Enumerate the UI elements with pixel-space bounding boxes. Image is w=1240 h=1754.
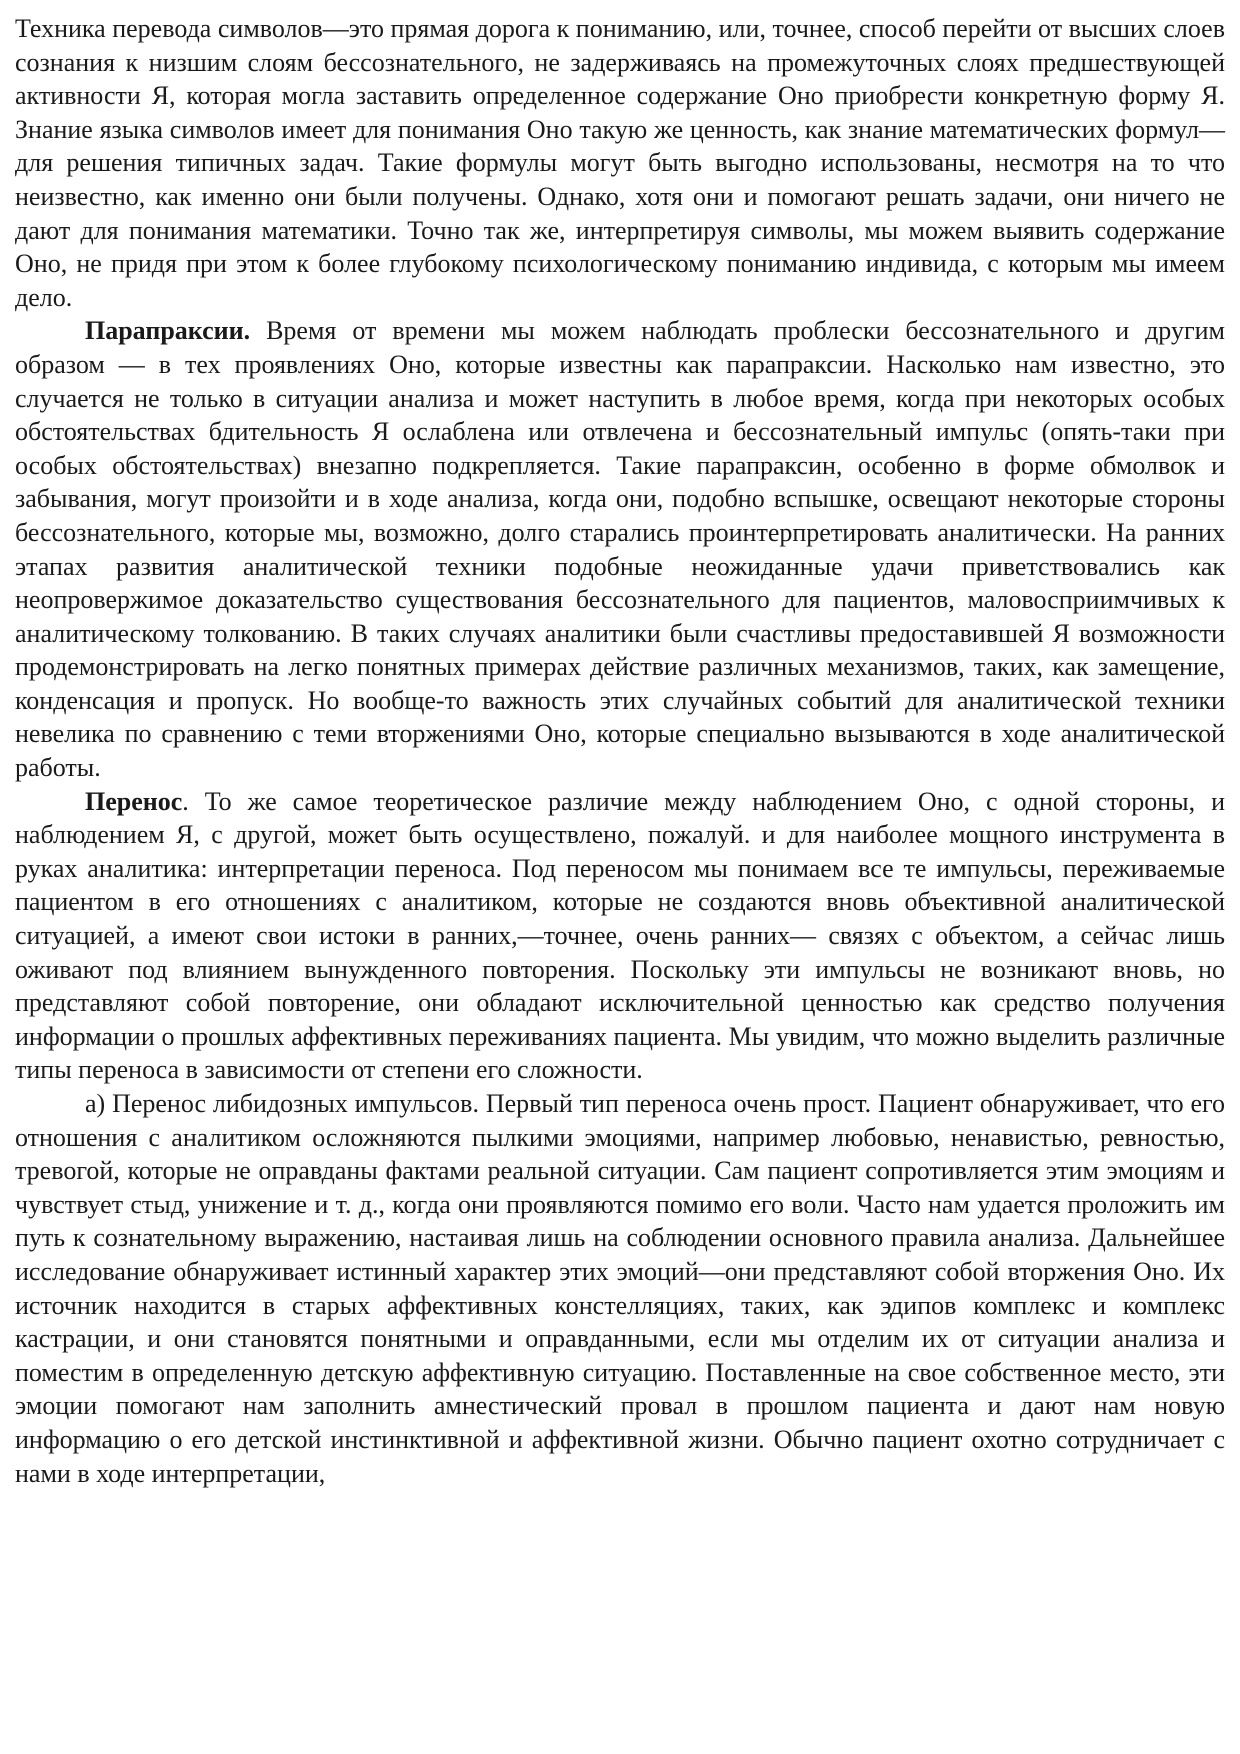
document-page: [15, 12, 1225, 1490]
section-heading-parapraxes: Парапраксии.: [85, 316, 251, 346]
paragraph-text: а) Перенос либидозных импульсов. Первый тип переноса очень прост. Пациент обнаруживает, что его отношения с аналитиком осложняются пылкими эмоциями, например любовью, ненавистью, ревностью, тревогой, которые не оправданы фактами реальной ситуации. Сам пациент сопротивляется этим эмоциям и чувствует стыд, унижение и т. д., когда они проявляются помимо его воли. Часто нам удается проложить им путь к сознательному выражению, настаивая лишь на соблюдении основного правила анализа. Дальнейшее исследование обнаруживает истинный характер этих эмоций—они представляют собой вторжения Оно. Их источник находится в старых аффективных констелляциях, таких, как эдипов комплекс и комплекс кастрации, и они становятся понятными и оправданными, если мы отделим их от ситуации анализа и поместим в определенную детскую аффективную ситуацию. Поставленные на свое собственное место, эти эмоции помогают нам заполнить амнестический провал в прошлом пациента и дают нам новую информацию о его детской инстинктивной и аффективной жизни. Обычно пациент охотно сотрудничает с нами в ходе интерпретации,: [15, 1089, 1225, 1488]
paragraph-text: Время от времени мы можем наблюдать проблески бессознательного и другим образом — в тех проявлениях Оно, которые известны как парапраксии. Насколько нам известно, это случается не только в ситуации анализа и может наступить в любое время, когда при некоторых особых обстоятельствах бдительность Я ослаблена или отвлечена и бессознательный импульс (опять-таки при особых обстоятельствах) внезапно подкрепляется. Такие парапраксин, особенно в форме обмолвок и забывания, могут произойти и в ходе анализа, когда они, подобно вспышке, освещают некоторые стороны бессознательного, которые мы, возможно, долго старались проинтерпретировать аналитически. На ранних этапах развития аналитической техники подобные неожиданные удачи приветствовались как неопровержимое доказательство существования бессознательного для пациентов, маловосприимчивых к аналитическому толкованию. В таких случаях аналитики были счастливы предоставившей Я возможности продемонстрировать на легко понятных примерах действие различных механизмов, таких, как замещение, конденсация и пропуск. Но вообще-то важность этих случайных событий для аналитической техники невелика по сравнению с теми вторжениями Оно, которые специально вызываются в ходе аналитической работы.: [15, 316, 1225, 783]
paragraph-transference: [15, 785, 1225, 1087]
paragraph-libidinal-transference: [15, 1087, 1225, 1490]
paragraph-text: . То же самое теоретическое различие между наблюдением Оно, с одной стороны, и наблюдением Я, с другой, может быть осуществлено, пожалуй. и для наиболее мощного инструмента в руках аналитика: интерпретации переноса. Под переносом мы понимаем все те импульсы, переживаемые пациентом в его отношениях с аналитиком, которые не создаются вновь объективной аналитической ситуацией, а имеют свои истоки в ранних,—точнее, очень ранних— связях с объектом, а сейчас лишь оживают под влиянием вынужденного повторения. Поскольку эти импульсы не возникают вновь, но представляют собой повторение, они обладают исключительной ценностью как средство получения информации о прошлых аффективных переживаниях пациента. Мы увидим, что можно выделить различные типы переноса в зависимости от степени его сложности.: [15, 786, 1225, 1085]
paragraph-text: Техника перевода символов—это прямая дорога к пониманию, или, точнее, способ перейти от высших слоев сознания к низшим слоям бессознательного, не задерживаясь на промежуточных слоях предшествующей активности Я, которая могла заставить определенное содержание Оно приобрести конкретную форму Я. Знание языка символов имеет для понимания Оно такую же ценность, как знание математических формул—для решения типичных задач. Такие формулы могут быть выгодно использованы, несмотря на то что неизвестно, как именно они были получены. Однако, хотя они и помогают решать задачи, они ничего не дают для понимания математики. Точно так же, интерпретируя символы, мы можем выявить содержание Оно, не придя при этом к более глубокому психологическому пониманию индивида, с которым мы имеем дело.: [15, 14, 1225, 312]
paragraph-symbol-translation: [15, 12, 1225, 314]
section-heading-transference: Перенос: [85, 786, 183, 816]
paragraph-parapraxes: [15, 314, 1225, 784]
